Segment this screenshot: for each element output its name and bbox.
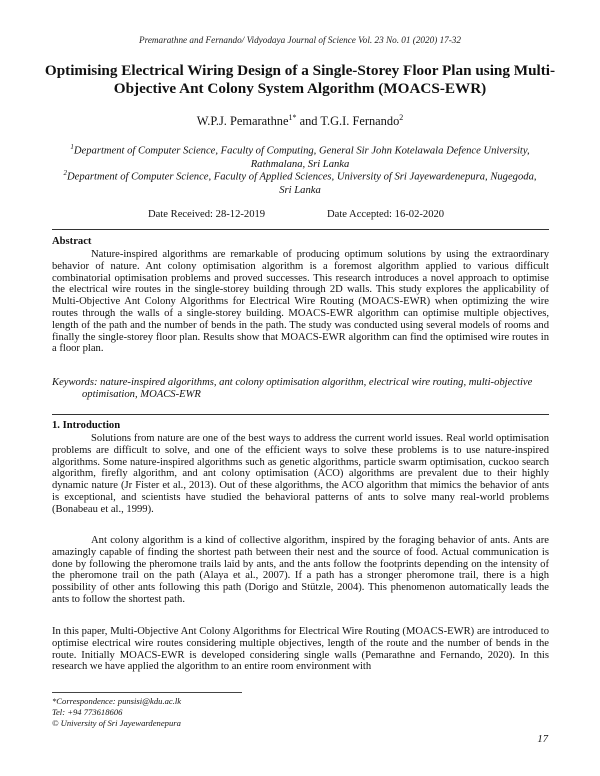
- affiliation-2: [60, 167, 540, 197]
- footnote-correspondence: *Correspondence: punsisi@kdu.ac.lk: [52, 696, 182, 706]
- paper-title: Optimising Electrical Wiring Design of a Single-Storey Floor Plan using Multi-Objective Ant Colony System Algorithm (MOACS-EWR): [44, 62, 556, 97]
- page-number: 17: [537, 734, 548, 745]
- intro-paragraph-1: Solutions from nature are one of the best ways to address the current world issues. Real world optimisation problems are difficult to solve, and one of the efficient ways to solve these problems is to use nature-inspired algorithms. Some nature-inspired algorithms such as genetic algorithms, particle swarm optimisation, cuckoo search algorithm, firefly algorithm, and ant colony optimisation (ACO) algorithms are prevalent due to their highly dynamic nature (Jr Fister et al., 2013). Out of these algorithms, the ACO algorithm that mimics the behavior of ants is exceptional, and scientists have studied the behavioral patterns of ants to solve many real-world problems (Bonabeau et al., 1999).: [52, 433, 549, 515]
- affiliation-2-mark: 2: [63, 169, 67, 177]
- abstract-heading: Abstract: [52, 236, 92, 247]
- affiliation-1-mark: 1: [70, 143, 74, 151]
- author-line: [0, 113, 600, 129]
- intro-paragraph-3: In this paper, Multi-Objective Ant Colony Algorithms for Electrical Wire Routing (MOACS-EWR) are introduced to optimise electrical wire routes considering multiple objectives, length of the route and the number of bends in the route. Initially MOACS-EWR is developed considering single walls (Pemarathne and Fernando, 2020). In this research we have applied the algorithm to an entire room environment with: [52, 626, 549, 673]
- date-accepted: Date Accepted: 16-02-2020: [327, 209, 445, 220]
- divider-bottom: [52, 414, 549, 415]
- introduction-heading: 1. Introduction: [52, 420, 121, 431]
- keywords-text: nature-inspired algorithms, ant colony optimisation algorithm, electrical wire routing, multi-objective optimisation, MOACS-EWR: [82, 377, 533, 400]
- author-1: W.P.J. Pemarathne: [196, 114, 289, 129]
- divider-top: [52, 229, 549, 230]
- footnote-rule: [52, 692, 242, 693]
- date-received: Date Received: 28-12-2019: [148, 209, 266, 220]
- author-conjunction: and: [296, 114, 321, 129]
- intro-paragraph-2: Ant colony algorithm is a kind of collective algorithm, inspired by the foraging behavior of ants. Ants are amazingly capable of finding the shortest path between their nest and the source of food. Actual communication is done by following the pheromone trails laid by ants, and the ants follow the footprints depending on the intensity of the pheromone trail on the path (Alaya et al., 2007). If a path has a stronger pheromone trail, there is a high possibility of other ants following this path (Dorigo and Stützle, 2004). This phenomenon automatically leads the ants to follow the shortest path.: [52, 535, 549, 605]
- keywords: [52, 377, 549, 401]
- author-2: T.G.I. Fernando: [320, 114, 400, 129]
- affiliation-2-text: Department of Computer Science, Faculty of Applied Sciences, University of Sri Jayewardenepura, Nugegoda, Sri Lanka: [66, 171, 537, 196]
- keywords-label: Keywords:: [52, 377, 98, 388]
- footnote-copyright: © University of Sri Jayewardenepura: [52, 718, 181, 728]
- abstract-text: Nature-inspired algorithms are remarkable of producing optimum solutions by using the extraordinary behavior of nature. Ant colony optimisation algorithm is a foremost algorithm applied to various difficult combinatorial optimisation problems and proved successes. This research introduces a novel approach to optimise the electrical wire routes in the single-storey building through 2D walls. This study explores the applicability of Multi-Objective Ant Colony Algorithms for Electrical Wire Routing (MOACS-EWR) when optimizing the wire routes through the walls of a single-storey building. MOACS-EWR algorithm can optimise multiple objectives, length of the path and the number of bends in the path. The study was conducted using several models of rooms and finally the single-storey floor plan. Results show that MOACS-EWR algorithm can find the optimised wire routes in a floor plan.: [52, 249, 549, 355]
- footnote-tel: Tel: +94 773618606: [52, 707, 123, 717]
- running-header: Premarathne and Fernando/ Vidyodaya Journal of Science Vol. 23 No. 01 (2020) 17-32: [138, 35, 461, 45]
- author-2-affil-mark: 2: [399, 113, 404, 122]
- author-1-affil-mark: 1*: [288, 113, 297, 122]
- affiliation-1-text: Department of Computer Science, Faculty of Computing, General Sir John Kotelawala Defence University, Rathmalana, Sri Lanka: [73, 145, 530, 170]
